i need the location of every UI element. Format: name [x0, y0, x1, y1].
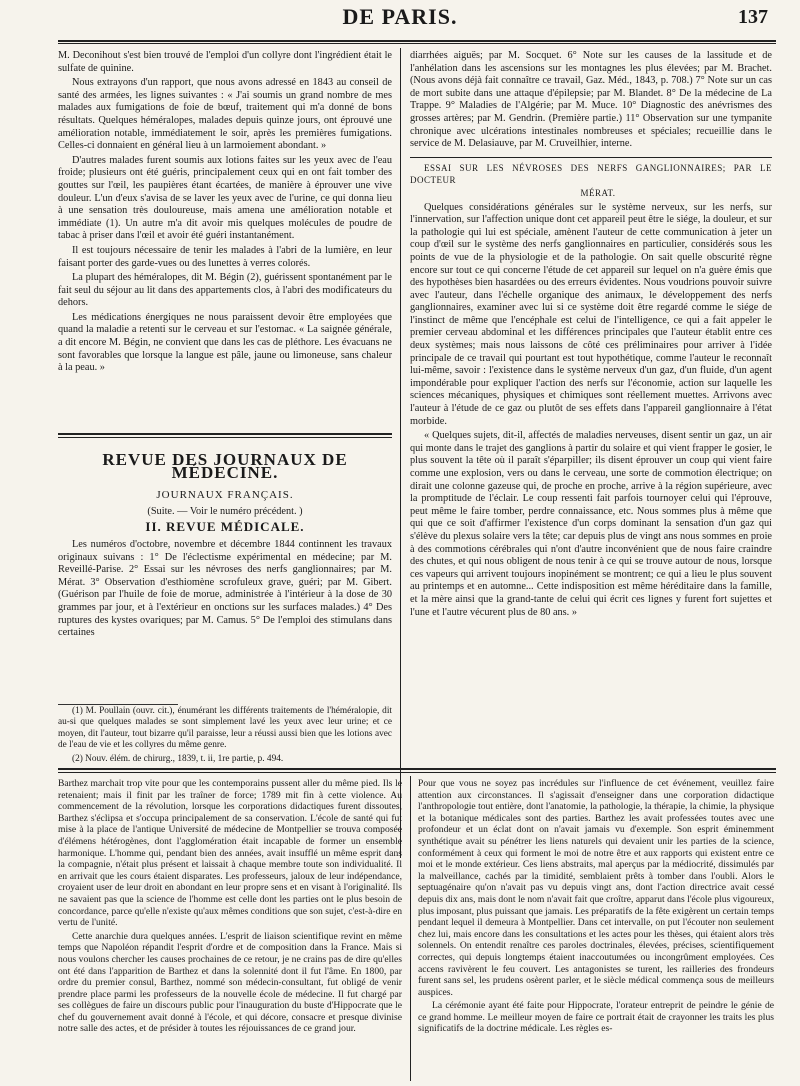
section-rule — [58, 433, 392, 435]
footnote: (2) Nouv. élém. de chirurg., 1839, t. ii, 1re partie, p. 494. — [72, 753, 284, 764]
revue-subtitle: JOURNAUX FRANÇAIS. — [156, 489, 294, 502]
article-title-text: ESSAI SUR LES NÉVROSES DES NERFS GANGLIONNAIRES; PAR LE DOCTEUR — [410, 162, 772, 186]
paragraph: M. Deconihout s'est bien trouvé de l'emploi d'un collyre dont l'ingrédient était le sulfate de quinine. — [58, 50, 392, 74]
paragraph: La plupart des héméralopes, dit M. Bégin (2), guérissent spontanément par le fait seul du séjour au lit dans des appartements clos, à l'abri des modificateurs du dehors. — [58, 272, 392, 309]
feuilleton-right — [418, 778, 774, 1081]
revue-section-heading: II. REVUE MÉDICALE. — [145, 519, 305, 535]
paragraph: Pour que vous ne soyez pas incrédules sur l'influence de cet événement, veuillez faire attention aux circonstances. Il s'agissait d'enseigner dans une corporation didactique l'anthropologie tout entière, dont l'anatomie, la pathologie, la thérapie, la chimie, la physique et la botanique médicales sont des parties. Barthez les avait professées toutes avec une profondeur et un éclat dont on n'avait jamais vu d'exemple. Son esprit éminemment synthétique avait su pénétrer les liens naturels qui devaient unir les parties de la science, conformément à ceux qui forment le moi de notre être et aux rapports qui existent entre ce moi et le monde extérieur. Ces liens abstraits, mal aperçus par la médiocrité, dissimulés par la malveillance, cachés par la timidité, semblaient prêts à tomber dans l'oubli. Alors le septuagénaire qu'on n'avait pas vu depuis vingt ans, dont l'action directrice avait cessé depuis dix ans, mais dont le nom n'avait fait que croître, apparut dans l'école plus vigoureux, plus imposant, plus puissant que jamais. Les préparatifs de la fête exigèrent un certain temps pendant lequel il demeura à Montpellier. Dans cet intervalle, on put l'écouter non seulement chez lui, mais encore dans les consultations et les actes pour les thèses, qui étaient alors très solennels. On entendit renaître ces paroles doctrinales, élevées, précises, scientifiquement correctes, qui depuis longtemps étaient inaccoutumées ou incongrûment employées. Ces accens ravivèrent le feu couvert. Les antagonistes se turent, les railleries des frondeurs furent sans sel, les prudens osèrent parler, et le siècle médical commença sous de meilleurs auspices. — [418, 778, 774, 998]
footnote-separator — [58, 704, 178, 705]
paragraph: La cérémonie ayant été faite pour Hippocrate, l'orateur entreprit de peindre le génie de ce grand homme. Le meilleur moyen de faire ce portrait était de crayonner les traits les plus significatifs de la doctrine médicale. Les règles es- — [418, 1000, 774, 1035]
paragraph: Quelques considérations générales sur le système nerveux, sur les nerfs, sur l'innervation, sur l'affection unique dont cet appareil peut être le siége, la douleur, et sur la pathologie qui lui est spéciale, amènent l'auteur de cette communication à jeter un coup d'œil sur le système des nerfs ganglionnaires en particulier, considérés sous les points de vue de la physiologie et de la pathologie. On sait quelle obscurité règne encore sur tout ce qui concerne l'étude de cet appareil sur lequel on n'a guère émis que des hypothèses bien hasardées ou des erreurs évidentes. Nous voudrions pouvoir suivre avec l'auteur, dans l'échelle organique des animaux, le développement des nerfs ganglionnaires, examiner avec lui si ce système doit être regardé comme le siége de l'instinct de même que l'encéphale est celui de l'intelligence, ce qui a fait appeler le premier cerveau abdominal et les différences principales que l'auteur établit entre ces deux systèmes; mais nous laissons de côté ces préliminaires pour arriver à l'idée principale de ce travail qui pourtant est tout hypothétique, comme l'auteur le reconnaît lui-même, savoir : l'existence dans le système nerveux d'un gaz, d'un fluide, d'un agent impondérable pour expliquer l'action des nerfs sur l'économie, action sur laquelle les sciences mécaniques, physiques et chimiques sont réellement muettes. Arrivons avec l'auteur à l'étude de ce gaz ou plutôt de ses effets dans l'appareil ganglionnaire à l'état morbide. — [410, 201, 772, 427]
revue-section — [58, 442, 392, 698]
paragraph: Barthez marchait trop vite pour que les contemporains pussent aller du même pied. Ils le retenaient; mais il finit par les traîner de force; 1789 mit fin à cette violence. Au commencement de la révolution, lorsque les corporations didactiques furent dissoutes, Barthez s'éclipsa et s'occupa principalement de sa conservation. L'école de santé qui fut mise à la place de l'antique Université de médecine de Montpellier se trouva composée d'élémens hétérogènes, dont l'agglomération était incapable de former un ensemble harmonique. L'homme qui, pendant bien des années, avait insufflé un même esprit dans la compagnie, n'était plus présent et laissait à chaque membre toute son individualité. Il en arrivait que les cours étaient disparates. Les professeurs, jaloux de leur indépendance, croyaient user de leur droit en abondant en leur propre sens et en visant à l'originalité. Ils ne savaient pas que la science de l'homme est celle dont les parties ont le plus besoin de concordance, parce qu'elle n'existe qu'aux mêmes conditions que son sujet, c'est-à-dire en vertu de l'unité. — [58, 778, 402, 929]
paragraph: diarrhées aiguës; par M. Socquet. 6° Note sur les causes de la lassitude et de l'anhélation dans les ascensions sur les montagnes les plus élevées; par M. Brachet. (Nous avons déjà fait connaître ce travail, Gaz. Méd., 1843, p. 708.) 7° Note sur un cas de mort subite dans une attaque d'épilepsie; par M. Blandet. 8° De la médecine de La Trappe. 9° Maladies de l'Algérie; par M. Muce. 10° Diagnostic des anévrismes des grosses artères; par M. Gendrin. (Première partie.) 11° Observation sur une tympanite chronique avec ulcérations intestinales nombreuses et spéciales; recueillie dans le service de M. Delasiauve, par M. Cruveilhier, interne. — [410, 50, 772, 150]
revue-suite: (Suite. — Voir le numéro précédent. ) — [147, 505, 303, 517]
paragraph: « Quelques sujets, dit-il, affectés de maladies nerveuses, disent sentir un gaz, un air qui monte dans le trajet des ganglions à partir du solaire et qui vient frapper le gosier, le plus souvent la tête où il paraît s'éparpiller; ils disent éprouver un coup qui vient faire comme une explosion, vers ou dans le cerveau, une sorte de commotion électrique; on dirait une colonne gazeuse qui, de proche en proche, arrive à la région supérieure, avec la promptitude de l'éclair. Le coup ressenti fait parfois tournoyer celui qui l'éprouve, peut même le faire tomber, perdre connaissance, etc. Nous sommes plus à même que qui que ce soit d'affirmer l'existence d'un corps dominant la sensation d'un gaz qui s'élève du plexus solaire vers la tête; car depuis plus de vingt ans nous sommes en proie à des commotions cérébrales qui n'ont d'autre inconvénient que de nous faire craindre des chutes, et qui nous obligent de nous tenir à ce qui se trouve autour de nous, lorsque ces vapeurs qui arrivent toujours inopinément se montrent; ce qui a lieu le plus souvent au printemps et en automne... Cette indisposition est même héréditaire dans la famille, et la mère ainsi que la grand-tante de celui qui écrit ces lignes y furent fort sujettes et l'une et l'autre vécurent plus de 80 ans. » — [410, 430, 772, 618]
left-column-top — [58, 50, 392, 428]
article-author: MÉRAT. — [580, 187, 616, 198]
paragraph: Cette anarchie dura quelques années. L'esprit de liaison scientifique revint en même temps que Napoléon répandit l'esprit d'ordre et de composition dans la France. Mais si nous voulons chercher les causes prochaines de ce retour, je ne crains pas de dire qu'elles ont été dans l'apparition de Barthez et dans la solennité dont il fut l'âme. En 1800, par ordre du premier consul, Barthez, nommé son médecin-consultant, fut obligé de venir prendre place parmi les professeurs de la nouvelle école de médecine. Il fut chargé par ses collègues de faire un discours public pour l'inauguration du buste d'Hippocrate que le chef du gouvernement avait donné à l'école, et qui décore, consacre et presque divinise notre salle des actes, et de présider à toutes les réjouissances de ce grand jour. — [58, 930, 402, 1035]
paragraph: Il est toujours nécessaire de tenir les malades à l'abri de la lumière, en leur faisant porter des garde-vues ou des lunettes à verres colorés. — [58, 244, 392, 269]
paragraph: Les médications énergiques ne nous paraissent devoir être employées que quand la maladie a retenti sur le cerveau et sur l'estomac. « La saignée générale, a dit encore M. Bégin, ne convient que dans les cas de pléthore. Les évacuans ne sont favorables que lorsque la langue est pâle, jaune ou limoneuse, sans chaleur à la peau. » — [58, 311, 392, 374]
header-rule — [58, 40, 776, 42]
footnotes — [58, 706, 392, 768]
paragraph: Nous extrayons d'un rapport, que nous avons adressé en 1843 au conseil de santé des armées, les lignes suivantes : « J'ai soumis un grand nombre de mes malades aux fumigations de foie de bœuf, traitement qui m'a donné de bons résultats. Quelques héméralopes, malades depuis quinze jours, ont éprouvé une amélioration notable, immédiatement le soir, après les premières fumigations. Celles-ci donnaient en général lieu à un larmoiement abondant. » — [58, 77, 392, 152]
feuilleton-rule — [58, 768, 776, 770]
column-divider-bottom — [410, 776, 411, 1081]
article-rule — [410, 157, 772, 158]
page-header-title: DE PARIS. — [342, 4, 458, 29]
header-rule-thin — [58, 43, 776, 44]
revue-title: REVUE DES JOURNAUX DE MÉDECINE. — [102, 450, 348, 482]
right-column-top — [410, 50, 772, 762]
page-number: 137 — [738, 6, 768, 28]
section-rule-thin — [58, 437, 392, 438]
footnote: (1) M. Poullain (ouvr. cit.), énumérant les différents traitements de l'héméralopie, dit au-si que quelques malades se sont simplement lavé les yeux avec leur urine; et ce moyen, dit l'auteur, tout bizarre qu'il paraisse, leur a réussi aussi bien que les lotions avec de l'eau de vie et les collyres du même genre. — [58, 706, 392, 751]
column-divider-top — [400, 48, 401, 858]
feuilleton-rule-thin — [58, 772, 776, 773]
paragraph: Les numéros d'octobre, novembre et décembre 1844 continnent les travaux originaux suivans : 1° De l'éclectisme expérimental en médecine; par M. Reveillé-Parise. 2° Essai sur les névroses des nerfs ganglionnaires; par M. Mérat. 3° Observation d'esthiomène scrofuleux grave, guéri; par M. Gibert. (Guérison par l'huile de foie de morue, administrée à l'intérieur à la dose de 30 grammes par jour, et à l'extérieur en onctions sur les surfaces malades.) 4° Des ruptures des kystes ovariques; par M. Camus. 5° De l'emploi des stimulans dans certaines — [58, 538, 392, 639]
feuilleton-left — [58, 778, 402, 1081]
paragraph: D'autres malades furent soumis aux lotions faites sur les yeux avec de l'eau froide; plusieurs ont été guéris, principalement ceux qui en ont fait tomber des gouttes sur l'œil, les paupières étant écartées, de manière à éprouver une vive douleur. L'un d'eux s'avisa de se laver les yeux avec de l'urine, ce qui donna lieu à une sensation très douloureuse, mais amena une amélioration notable et immédiate (1). Un autre m'a dit avoir mis quelques molécules de poudre de tabac à priser dans l'œil et avoir été guéri instantanément. — [58, 154, 392, 242]
article-title — [410, 162, 772, 200]
